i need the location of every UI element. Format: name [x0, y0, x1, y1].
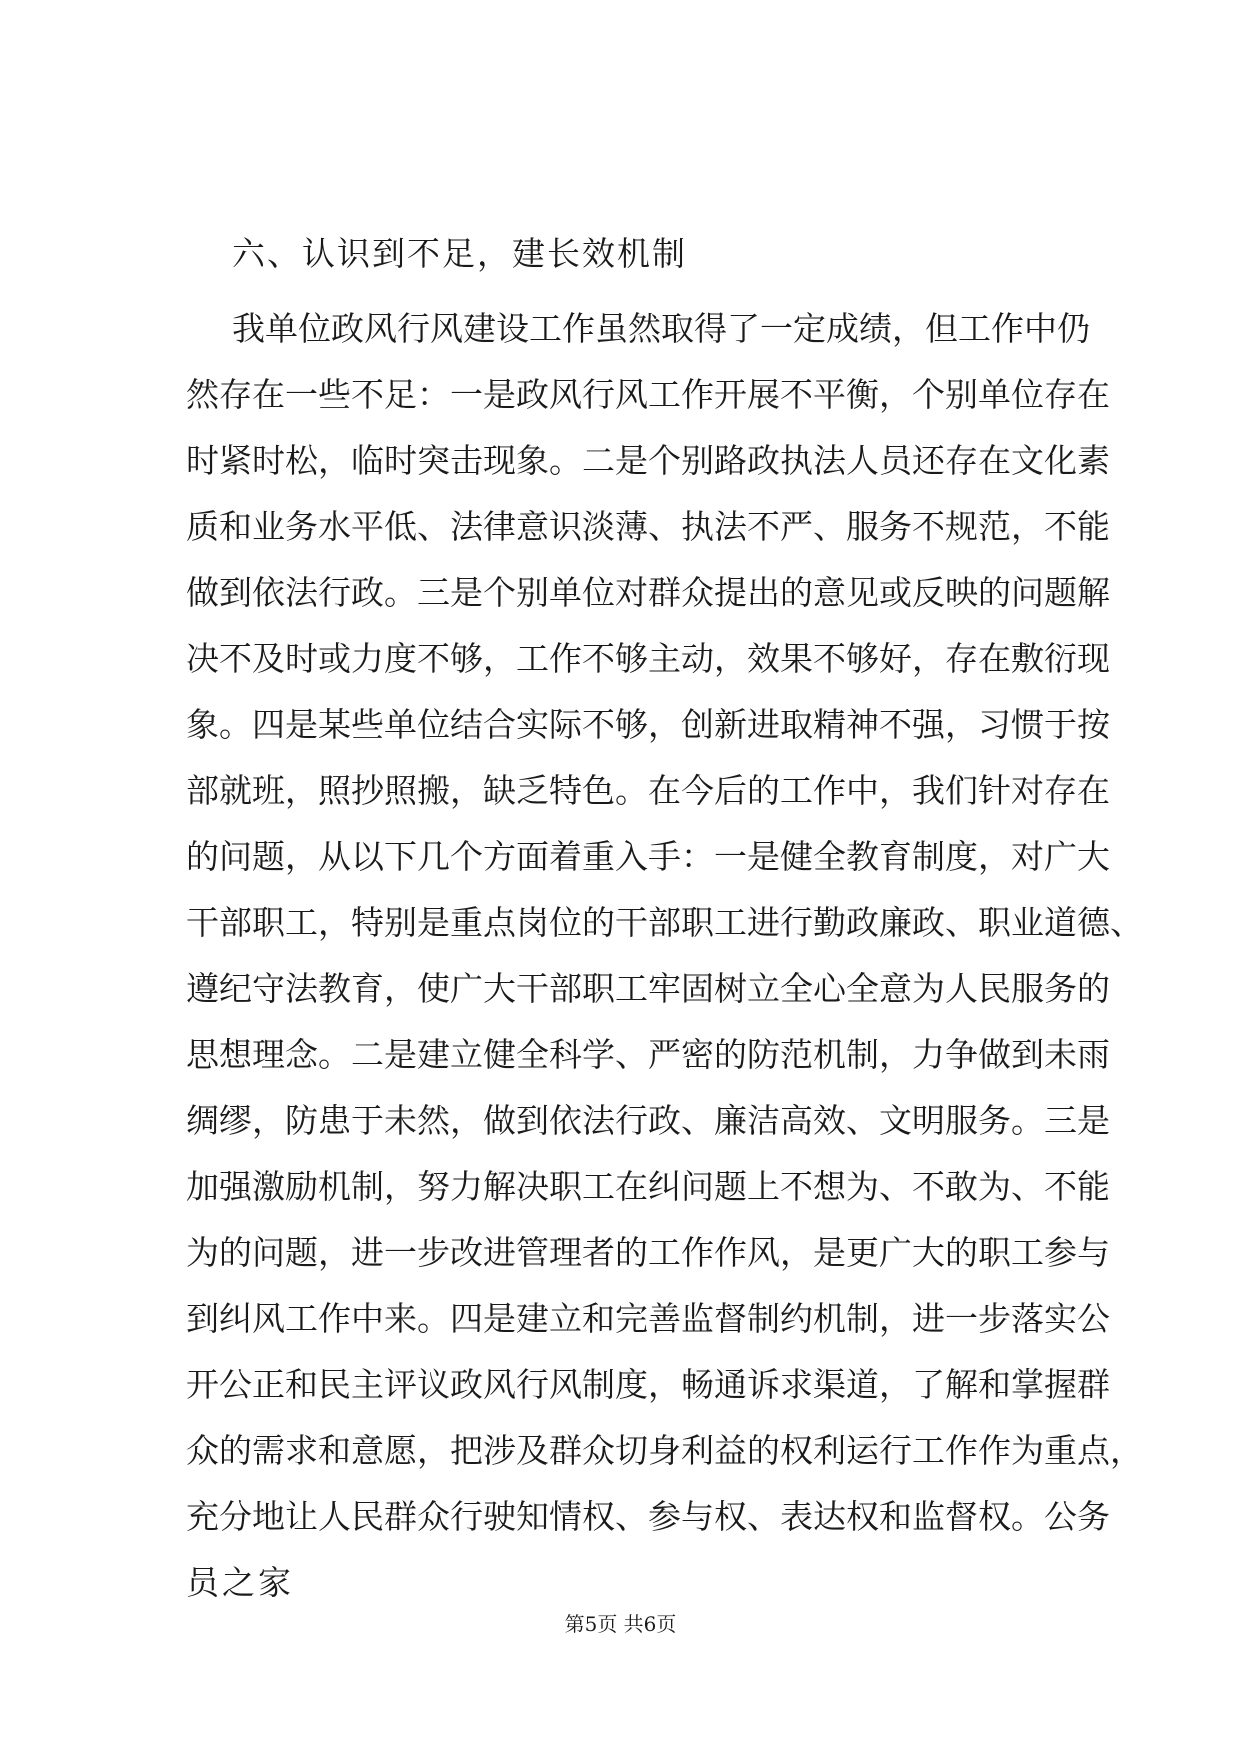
paragraph-line: 到纠风工作中来。四是建立和完善监督制约机制，进一步落实公 — [186, 1299, 1110, 1338]
body-paragraph — [186, 296, 1143, 1616]
paragraph-line: 众的需求和意愿，把涉及群众切身利益的权利运行工作作为重点， — [186, 1431, 1143, 1470]
paragraph-line: 干部职工，特别是重点岗位的干部职工进行勤政廉政、职业道德、 — [186, 903, 1143, 942]
paragraph-line: 时紧时松，临时突击现象。二是个别路政执法人员还存在文化素 — [186, 441, 1110, 480]
paragraph-line: 为的问题，进一步改进管理者的工作作风，是更广大的职工参与 — [186, 1233, 1110, 1272]
paragraph-line: 我单位政风行风建设工作虽然取得了一定成绩，但工作中仍 — [232, 309, 1090, 348]
paragraph-line: 开公正和民主评议政风行风制度，畅通诉求渠道，了解和掌握群 — [186, 1365, 1110, 1404]
paragraph-line: 的问题，从以下几个方面着重入手：一是健全教育制度，对广大 — [186, 837, 1110, 876]
paragraph-line: 绸缪，防患于未然，做到依法行政、廉洁高效、文明服务。三是 — [186, 1101, 1110, 1140]
section-heading: 六、认识到不足，建长效机制 — [232, 234, 687, 273]
paragraph-line: 遵纪守法教育，使广大干部职工牢固树立全心全意为人民服务的 — [186, 969, 1110, 1008]
paragraph-line: 思想理念。二是建立健全科学、严密的防范机制，力争做到未雨 — [186, 1035, 1110, 1074]
paragraph-line: 然存在一些不足：一是政风行风工作开展不平衡，个别单位存在 — [186, 375, 1110, 414]
paragraph-line: 做到依法行政。三是个别单位对群众提出的意见或反映的问题解 — [186, 573, 1110, 612]
paragraph-line: 象。四是某些单位结合实际不够，创新进取精神不强，习惯于按 — [186, 705, 1110, 744]
paragraph-line: 充分地让人民群众行驶知情权、参与权、表达权和监督权。公务 — [186, 1497, 1110, 1536]
paragraph-line: 加强激励机制，努力解决职工在纠问题上不想为、不敢为、不能 — [186, 1167, 1110, 1206]
paragraph-line: 员之家 — [186, 1563, 294, 1602]
paragraph-line: 决不及时或力度不够，工作不够主动，效果不够好，存在敷衍现 — [186, 639, 1110, 678]
page-footer: 第5页 共6页 — [564, 1612, 677, 1636]
paragraph-line: 部就班，照抄照搬，缺乏特色。在今后的工作中，我们针对存在 — [186, 771, 1110, 810]
paragraph-line: 质和业务水平低、法律意识淡薄、执法不严、服务不规范，不能 — [186, 507, 1110, 546]
